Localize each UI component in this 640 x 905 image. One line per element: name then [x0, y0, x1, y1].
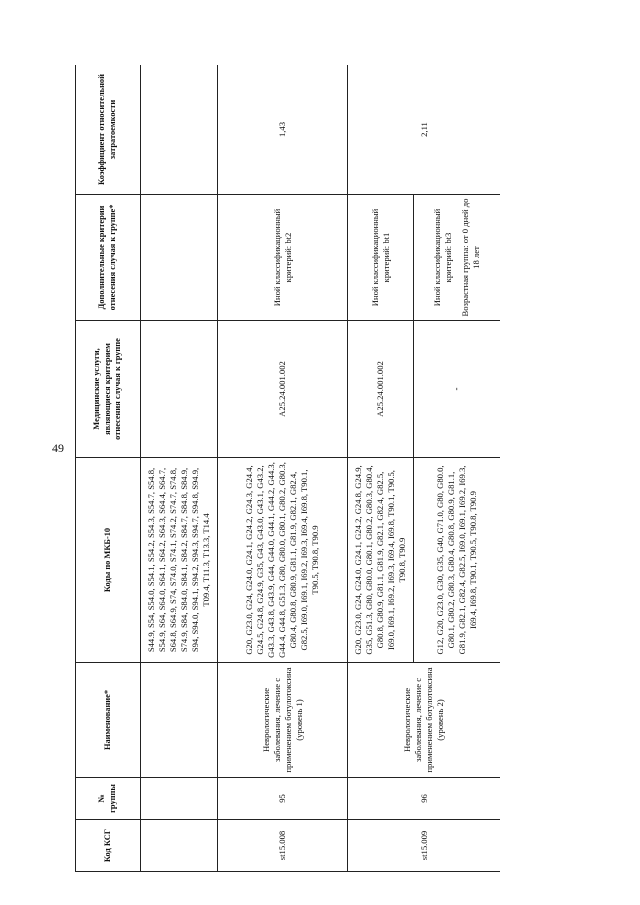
cell-mkb-codes: G12, G20, G23.0, G30, G35, G40, G71.0, G80, G80.0, G80.1, G80.2, G80.3, G80.4, G80.8, G80.9, G81.1, G81.9, G82.1, G82.4, G82.5, I69.0, I69.1, I69.2, I69.3, I69.4, I69.8, T90.1, T90.5, T90.8, T90.9 [414, 458, 501, 663]
tariff-table-area [75, 65, 500, 872]
continuation-row [141, 65, 218, 872]
cell-ksg-code: st15.009 [348, 820, 501, 872]
cell-name: Неврологические заболевания, лечение с применением ботулотоксина (уровень 2) [348, 663, 501, 778]
cell-empty [141, 663, 218, 778]
cell-group-no: 96 [348, 778, 501, 820]
cell-services: - [414, 321, 501, 458]
header-group-no: № группы [76, 778, 141, 820]
cell-mkb-codes: G20, G23.0, G24, G24.0, G24.1, G24.2, G24.3, G24.4, G24.5, G24.8, G24.9, G35, G43, G43.0, G43.1, G43.2, G43.3, G43.8, G43.9, G44, G44.0, G44.1, G44.2, G44.3, G44.4, G44.8, G51.3, G80, G80.0, G80.1, G80.2, G80.3, G80.4, G80.8, G80.9, G81.1, G81.9, G82.1, G82.4, G82.5, I69.0, I69.1, I69.2, I69.3, I69.4, I69.8, T90.1, T90.5, T90.8, T90.9 [218, 458, 348, 663]
cell-name: Неврологические заболевания, лечение с применением ботулотоксина (уровень 1) [218, 663, 348, 778]
extra-criteria-line: Иной классификационный критерий: bt3 [432, 208, 453, 307]
cell-empty [141, 321, 218, 458]
table-row [348, 65, 414, 872]
age-group-line: Возрастная группа: от 0 дней до 18 лет [460, 198, 481, 317]
cell-empty [141, 65, 218, 195]
cell-empty [141, 195, 218, 321]
header-extra-criteria: Дополнительные критерии отнесения случая к группе* [76, 195, 141, 321]
cell-services: A25.24.001.002 [348, 321, 414, 458]
cell-coefficient: 2,11 [348, 65, 501, 195]
cell-empty [141, 820, 218, 872]
header-coefficient: Коэффициент относительной затратоемкости [76, 65, 141, 195]
cell-extra-criteria [414, 195, 501, 321]
cell-mkb-codes: S44.9, S54, S54.0, S54.1, S54.2, S54.3, S54.7, S54.8, S54.9, S64, S64.0, S64.1, S64.2, S64.3, S64.4, S64.7, S64.8, S64.9, S74, S74.0, S74.1, S74.2, S74.7, S74.8, S74.9, S84, S84.0, S84.1, S84.2, S84.7, S84.8, S84.9, S94, S94.0, S94.1, S94.2, S94.3, S94.7, S94.8, S94.9, T09.4, T11.3, T13.3, T14.4 [141, 458, 218, 663]
cell-empty [141, 778, 218, 820]
cell-coefficient: 1,43 [218, 65, 348, 195]
header-ksg-code: Код КСГ [76, 820, 141, 872]
table-row [218, 65, 348, 872]
cell-extra-criteria: Иной классификационный критерий: bt1 [348, 195, 414, 321]
cell-extra-criteria: Иной классификационный критерий: bt2 [218, 195, 348, 321]
header-name: Наименование* [76, 663, 141, 778]
header-row [76, 65, 141, 872]
page-number: 49 [52, 441, 64, 455]
cell-services: A25.24.001.002 [218, 321, 348, 458]
header-services: Медицинские услуги, являющиеся критерием отнесения случая к группе [76, 321, 141, 458]
header-mkb-codes: Коды по МКБ-10 [76, 458, 141, 663]
ksg-table [75, 65, 500, 872]
cell-mkb-codes: G20, G23.0, G24, G24.0, G24.1, G24.2, G24.8, G24.9, G35, G51.3, G80, G80.0, G80.1, G80.2, G80.3, G80.4, G80.8, G80.9, G81.1, G81.9, G82.1, G82.4, G82.5, I69.0, I69.1, I69.2, I69.3, I69.4, I69.8, T90.1, T90.5, T90.8, T90.9 [348, 458, 414, 663]
cell-ksg-code: st15.008 [218, 820, 348, 872]
cell-group-no: 95 [218, 778, 348, 820]
